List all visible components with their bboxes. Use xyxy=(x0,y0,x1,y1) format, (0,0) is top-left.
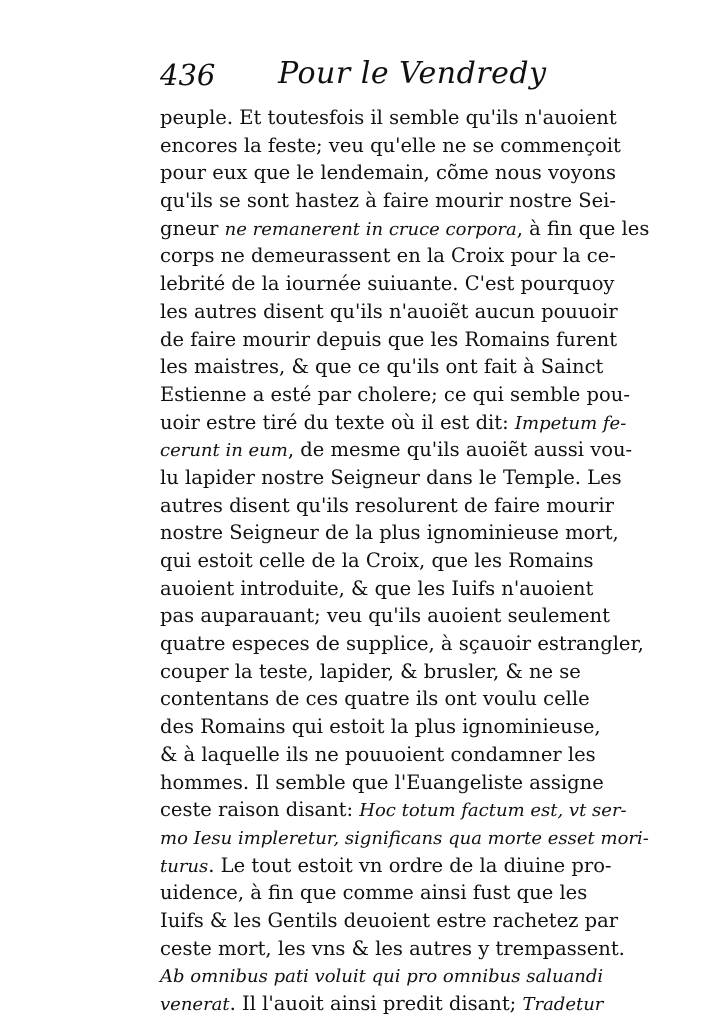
text-line xyxy=(160,132,621,160)
text-line xyxy=(160,907,619,935)
latin-quote: cerunt in eum xyxy=(160,440,288,462)
text-run: Iuifs & les Gentils deuoient estre rachetez par xyxy=(160,908,619,932)
text-line xyxy=(160,353,604,381)
text-line xyxy=(160,159,617,187)
text-run: contentans de ces quatre ils ont voulu celle xyxy=(160,687,590,711)
text-line xyxy=(160,575,594,603)
text-line xyxy=(160,713,601,741)
text-line xyxy=(160,547,594,575)
text-line xyxy=(160,741,596,769)
text-run: encores la feste; veu qu'elle ne se commençoit xyxy=(160,133,621,157)
text-run: auoient introduite, & que les Iuifs n'auoient xyxy=(160,576,594,600)
text-line xyxy=(160,685,590,713)
text-run: nostre Seigneur de la plus ignominieuse mort, xyxy=(160,521,619,545)
latin-quote: turus xyxy=(160,855,209,877)
text-run: qu'ils se sont hastez à faire mourir nostre Sei- xyxy=(160,189,616,213)
page-number: 436 xyxy=(160,58,216,92)
text-run: ceste mort, les vns & les autres y trempassent. xyxy=(160,936,625,960)
text-line xyxy=(160,519,619,547)
text-line xyxy=(160,187,616,215)
text-line xyxy=(160,104,617,132)
latin-quote: venerat xyxy=(160,994,230,1015)
text-line xyxy=(160,436,633,464)
text-run: pas auparauant; veu qu'ils auoient seulement xyxy=(160,604,610,628)
running-title: Pour le Vendredy xyxy=(278,56,547,91)
text-line xyxy=(160,381,630,409)
text-run: des Romains qui estoit la plus ignominieuse, xyxy=(160,715,601,739)
text-body xyxy=(160,104,650,1018)
text-line xyxy=(160,464,622,492)
text-run: autres disent qu'ils resolurent de faire mourir xyxy=(160,493,614,517)
text-run: , de mesme qu'ils auoiẽt aussi vou- xyxy=(287,438,633,462)
text-line xyxy=(160,962,604,990)
text-run: gneur xyxy=(160,216,225,240)
text-line xyxy=(160,326,618,354)
text-run: pour eux que le lendemain, cõme nous voyons xyxy=(160,161,617,185)
latin-quote: Hoc totum factum est, vt ser- xyxy=(359,800,627,822)
text-run: ceste raison disant: xyxy=(160,798,360,822)
text-run: . Le tout estoit vn ordre de la diuine pro- xyxy=(208,853,612,877)
text-line xyxy=(160,796,627,824)
text-run: couper la teste, lapider, & brusler, & ne se xyxy=(160,659,581,683)
page-header xyxy=(160,52,580,94)
text-line xyxy=(160,852,612,880)
text-run: lu lapider nostre Seigneur dans le Temple. Les xyxy=(160,465,622,489)
text-run: , à fin que les xyxy=(516,216,650,240)
text-run: qui estoit celle de la Croix, que les Romains xyxy=(160,549,594,572)
text-run: hommes. Il semble que l'Euangeliste assigne xyxy=(160,770,604,794)
text-line xyxy=(160,215,650,243)
text-line xyxy=(160,769,604,797)
text-line xyxy=(160,298,618,326)
text-line xyxy=(160,990,604,1018)
latin-quote: mo Iesu impleretur, significans qua morte esset mori- xyxy=(160,827,649,849)
latin-quote: Tradetur xyxy=(522,994,604,1015)
text-run: & à laquelle ils ne pouuoient condamner les xyxy=(160,742,596,766)
text-run: corps ne demeurassent en la Croix pour la ce- xyxy=(160,244,616,268)
text-line xyxy=(160,270,615,298)
text-line xyxy=(160,879,588,907)
latin-quote: Impetum fe- xyxy=(514,412,627,434)
text-line xyxy=(160,935,625,963)
text-run: les autres disent qu'ils n'auoiẽt aucun pouuoir xyxy=(160,299,618,323)
text-run: les maistres, & que ce qu'ils ont fait à Sainct xyxy=(160,355,604,379)
text-run: quatre especes de supplice, à sçauoir estrangler, xyxy=(160,632,644,656)
text-line xyxy=(160,630,644,658)
text-run: uidence, à fin que comme ainsi fust que les xyxy=(160,881,588,905)
text-run: de faire mourir depuis que les Romains furent xyxy=(160,327,618,351)
text-run: Estienne a esté par cholere; ce qui semble pou- xyxy=(160,382,630,406)
text-line xyxy=(160,658,580,686)
latin-quote: ne remanerent in cruce corpora xyxy=(224,218,517,240)
text-line xyxy=(160,602,610,630)
text-line xyxy=(160,242,616,270)
text-line xyxy=(160,824,649,852)
text-run: peuple. Et toutesfois il semble qu'ils n'auoient xyxy=(160,106,617,129)
text-run: lebrité de la iournée suiuante. C'est pourquoy xyxy=(160,272,615,296)
text-line xyxy=(160,409,627,437)
latin-quote: Ab omnibus pati voluit qui pro omnibus saluandi xyxy=(160,966,604,988)
text-line xyxy=(160,492,614,520)
text-run: uoir estre tiré du texte où il est dit: xyxy=(160,410,515,434)
text-run: . Il l'auoit ainsi predit disant; xyxy=(229,992,523,1015)
